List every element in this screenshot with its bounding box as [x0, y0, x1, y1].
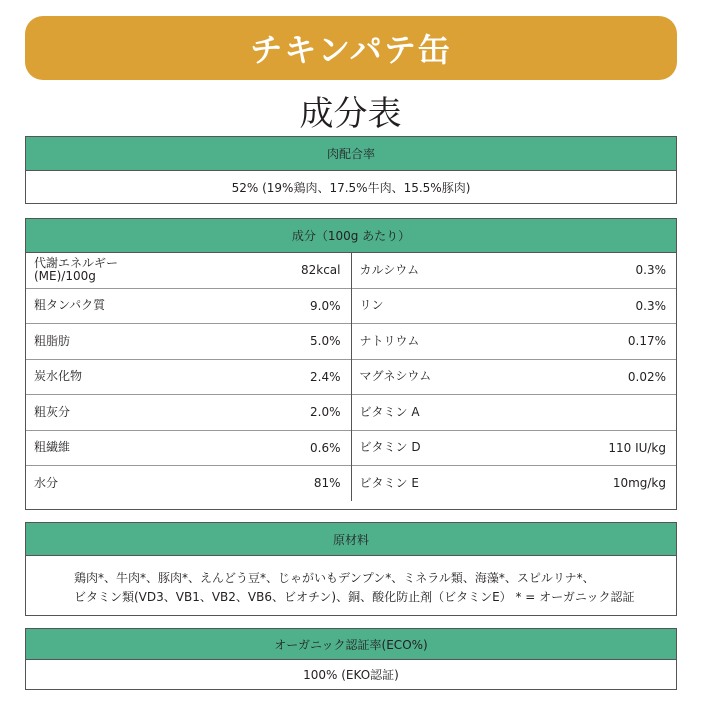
composition-section [25, 218, 677, 510]
table-row [352, 253, 677, 289]
nutrient-name: 粗繊維 [34, 440, 71, 455]
nutrient-value: 9.0% [310, 298, 341, 313]
nutrient-name: ビタミン A [359, 404, 420, 419]
nutrient-name: 粗タンパク質 [34, 298, 106, 313]
nutrient-value: 81% [313, 476, 341, 491]
organic-section [25, 628, 677, 690]
table-row [26, 360, 351, 396]
nutrient-value: 0.17% [627, 334, 666, 349]
product-title: チキンパテ缶 [250, 31, 452, 69]
nutrient-value: 0.02% [627, 369, 666, 384]
nutrient-name: 水分 [34, 475, 59, 490]
table-row [352, 360, 677, 396]
nutrient-value: 0.3% [635, 263, 666, 278]
meat-ratio-section [25, 136, 677, 204]
nutrient-value: 0.3% [635, 298, 666, 313]
table-row [352, 431, 677, 467]
organic-heading: オーガニック認証率(ECO%) [26, 629, 676, 660]
organic-value: 100% (EKO認証) [303, 668, 399, 682]
table-row [352, 466, 677, 501]
composition-heading: 成分（100g あたり） [26, 219, 676, 253]
table-row [352, 289, 677, 325]
page-subtitle: 成分表 [299, 94, 402, 134]
nutrient-value: 2.0% [310, 405, 341, 420]
nutrient-value: 5.0% [310, 334, 341, 349]
table-row [352, 324, 677, 360]
ingredients-text [26, 556, 676, 619]
nutrient-value: 10mg/kg [612, 476, 666, 491]
nutrient-name: 粗灰分 [34, 404, 71, 419]
ingredients-heading: 原材料 [26, 523, 676, 556]
nutrient-name: カルシウム [359, 262, 420, 277]
composition-right-column [352, 253, 677, 501]
table-row [26, 431, 351, 467]
composition-left-column [26, 253, 352, 501]
table-row [352, 395, 677, 431]
ingredients-line-2: ビタミン類(VD3、VB1、VB2、VB6、ビオチン)、銅、酸化防止剤（ビタミンE） * = オーガニック認証 [74, 590, 635, 604]
nutrient-value: 110 IU/kg [608, 440, 666, 455]
ingredients-line-1: 鶏肉*、牛肉*、豚肉*、えんどう豆*、じゃがいもデンプン*、ミネラル類、海藻*、スピルリナ*、 [74, 571, 595, 585]
table-row [26, 395, 351, 431]
table-row [26, 324, 351, 360]
title-banner [25, 16, 677, 80]
table-row [26, 289, 351, 325]
nutrient-name: 粗脂肪 [34, 333, 71, 348]
nutrient-name: ビタミン D [359, 440, 421, 455]
nutrient-name: マグネシウム [359, 369, 432, 384]
ingredients-section [25, 522, 677, 616]
composition-table [26, 253, 676, 501]
nutrient-value: 0.6% [310, 440, 341, 455]
meat-ratio-heading: 肉配合率 [26, 137, 676, 171]
table-row [26, 253, 351, 289]
nutrient-value: 82kcal [300, 263, 341, 278]
meat-ratio-value: 52% (19%鶏肉、17.5%牛肉、15.5%豚肉) [231, 180, 471, 195]
table-row [26, 466, 351, 501]
nutrient-name: ビタミン E [359, 475, 419, 490]
nutrient-name: ナトリウム [359, 333, 420, 348]
nutrient-value: 2.4% [310, 369, 341, 384]
nutrient-name: 炭水化物 [34, 369, 83, 384]
nutrient-name: リン [359, 298, 384, 313]
nutrient-name: 代謝エネルギー (ME)/100g [34, 256, 119, 284]
